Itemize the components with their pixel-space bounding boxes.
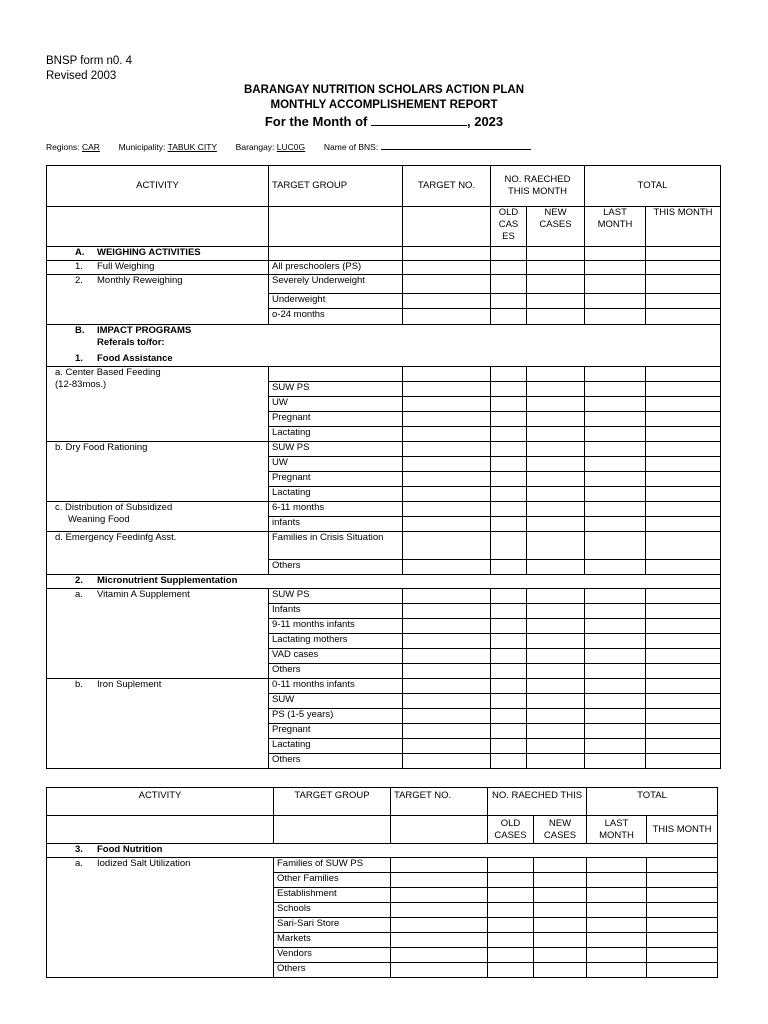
reached-header: NO. RAECHED THIS [488,788,587,816]
activity-header: ACTIVITY [47,788,274,816]
regions-label: Regions: [46,142,80,152]
target-group-cell: Other Families [274,873,391,888]
table-row [47,502,721,517]
table-row [47,442,721,457]
accomplishment-table [46,165,721,769]
activity-label: Iron Suplement [97,679,162,690]
target-group-header: TARGET GROUP [274,788,391,816]
month-blank-field[interactable] [371,113,467,126]
new-cases-header: NEW CASES [527,207,585,247]
activity-number: a. [75,589,83,600]
municipality-value: TABUK CITY [167,142,217,152]
month-year: , 2023 [467,114,504,129]
activity-number: b. [75,679,83,690]
target-group-cell: All preschoolers (PS) [269,261,403,275]
target-group-cell: Underweight [269,294,403,309]
activity-label: Vitamin A Supplement [97,589,190,600]
target-group-cell: Others [274,963,391,978]
total-header: TOTAL [585,166,721,207]
target-group-cell: SUW PS [269,589,403,604]
section-subtitle: Referals to/for: [97,337,165,348]
target-group-cell: 9-11 months infants [269,619,403,634]
table-row [47,589,721,604]
section-title: IMPACT PROGRAMS [97,325,192,336]
activity-label: b. Dry Food Rationing [55,442,148,453]
target-group-cell: SUW PS [269,382,403,397]
target-group-cell: SUW PS [269,442,403,457]
activity-header: ACTIVITY [47,166,269,207]
this-month-header: THIS MONTH [646,207,721,247]
target-group-cell: Families of SUW PS [274,858,391,873]
target-group-cell: o-24 months [269,309,403,325]
barangay-label: Barangay: [235,142,275,152]
section-row [47,353,721,367]
month-prefix: For the Month of [264,114,368,129]
target-group-cell: Lactating [269,739,403,754]
location-info [46,141,531,152]
bns-name-label: Name of BNS: [323,142,379,152]
target-group-cell: Pregnant [269,472,403,487]
table-subheader-row [47,207,721,247]
activity-label: c. Distribution of Subsidized [55,502,173,513]
target-group-cell: Infants [269,604,403,619]
section-number: A. [75,247,85,258]
section-number: 1. [75,352,83,364]
new-cases-header: NEW CASES [534,816,587,844]
reached-header: NO. RAECHED THIS MONTH [491,166,585,207]
activity-label: Iodized Salt Utilization [97,858,191,869]
section-title: Micronutrient Supplementation [97,575,238,586]
total-header: TOTAL [587,788,718,816]
activity-number: a. [75,858,83,869]
target-group-cell: Families in Crisis Situation [269,532,403,560]
this-month-header: THIS MONTH [647,816,718,844]
activity-label-line2: (12-83mos.) [55,379,107,390]
food-nutrition-table [46,787,718,978]
target-group-header: TARGET GROUP [269,166,403,207]
bns-name-blank-field[interactable] [381,141,531,150]
table-subheader-row [47,816,718,844]
table-row [47,275,721,294]
target-no-header: TARGET NO. [403,166,491,207]
section-number: 2. [75,575,83,586]
activity-number: 1. [75,261,83,272]
section-number: 3. [75,844,83,855]
target-group-cell: Severely Underweight [269,275,403,294]
target-group-cell: Schools [274,903,391,918]
section-number: B. [75,325,85,336]
target-group-cell: Lactating [269,487,403,502]
target-group-cell: Pregnant [269,724,403,739]
target-group-cell: Vendors [274,948,391,963]
section-row [47,575,721,589]
barangay-value: LUC0G [276,142,306,152]
last-month-header: LAST MONTH [587,816,647,844]
activity-label: a. Center Based Feeding [55,367,161,378]
target-group-cell: 6-11 months [269,502,403,517]
target-group-cell: Others [269,754,403,769]
target-group-cell: PS (1-5 years) [269,709,403,724]
target-group-cell: UW [269,457,403,472]
target-group-cell: Pregnant [269,412,403,427]
report-month-line [0,113,768,130]
target-group-cell: Establishment [274,888,391,903]
report-title-block [0,83,768,130]
form-revision: Revised 2003 [46,70,117,82]
last-month-header: LAST MONTH [585,207,646,247]
target-group-cell: 0-11 months infants [269,679,403,694]
regions-value: CAR [81,142,100,152]
section-row [47,844,718,858]
municipality-label: Municipality: [118,142,166,152]
section-row [47,325,721,353]
target-group-cell: Lactating [269,427,403,442]
activity-label: Monthly Reweighing [97,275,183,286]
table-header-row [47,788,718,816]
target-group-cell: Sari-Sari Store [274,918,391,933]
target-group-cell: Others [269,664,403,679]
form-identifier [46,54,132,84]
target-group-cell: Markets [274,933,391,948]
target-group-cell: SUW [269,694,403,709]
target-no-header: TARGET NO. [391,788,488,816]
activity-label: d. Emergency Feedinfg Asst. [55,532,177,543]
table-header-row [47,166,721,207]
section-row [47,247,721,261]
target-group-cell: Others [269,560,403,575]
activity-number: 2. [75,275,83,286]
section-title: Food Assistance [97,352,173,364]
section-title: WEIGHING ACTIVITIES [97,247,201,258]
target-group-cell: infants [269,517,403,532]
table-row [47,858,718,873]
target-group-cell: VAD cases [269,649,403,664]
section-title: Food Nutrition [97,844,163,855]
old-cases-header: OLD CASES [488,816,534,844]
form-number: BNSP form n0. 4 [46,55,133,67]
target-group-cell: UW [269,397,403,412]
report-title: BARANGAY NUTRITION SCHOLARS ACTION PLAN [243,84,525,96]
table-row [47,679,721,694]
report-subtitle: MONTHLY ACCOMPLISHEMENT REPORT [270,99,498,111]
table-row [47,367,721,382]
table-row [47,532,721,560]
old-cases-header: OLD CAS ES [491,207,527,247]
target-group-cell: Lactating mothers [269,634,403,649]
activity-label: Full Weighing [97,261,155,272]
activity-label-line2: Weaning Food [68,514,130,525]
table-row [47,261,721,275]
